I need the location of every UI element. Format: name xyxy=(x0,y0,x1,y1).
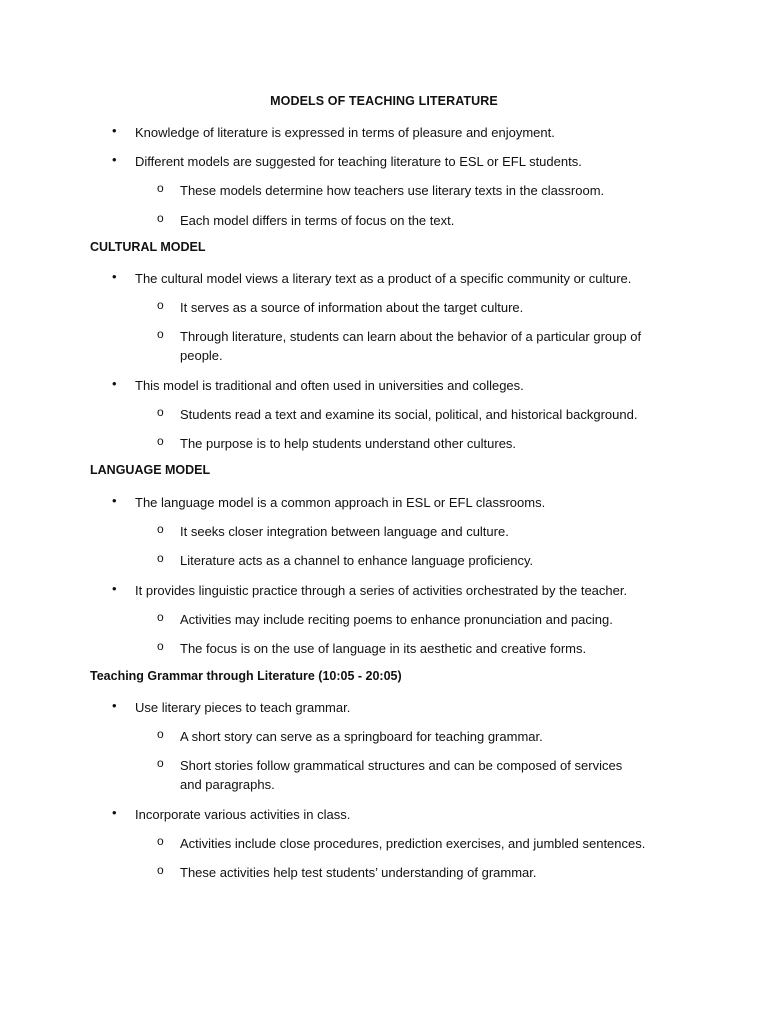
sub-list-item-text: It serves as a source of information about the target culture. xyxy=(180,300,524,315)
list-item-text: The cultural model views a literary text as a product of a specific community or culture. xyxy=(135,271,632,286)
sub-bullet-marker: o xyxy=(157,756,164,770)
bullet-marker: • xyxy=(112,123,117,138)
sub-list-item-text: Activities may include reciting poems to enhance pronunciation and pacing. xyxy=(180,612,613,627)
sub-list-item-text: The focus is on the use of language in its aesthetic and creative forms. xyxy=(180,641,587,656)
document-title: MODELS OF TEACHING LITERATURE xyxy=(270,94,498,108)
sub-bullet-marker: o xyxy=(157,834,164,848)
bullet-marker: • xyxy=(112,581,117,596)
sub-list-item-text: The purpose is to help students understand other cultures. xyxy=(180,436,517,451)
list-item-text: This model is traditional and often used in universities and colleges. xyxy=(135,378,524,393)
sub-bullet-marker: o xyxy=(157,327,164,341)
sub-list-item-text: These models determine how teachers use literary texts in the classroom. xyxy=(180,183,605,198)
sub-list-item-text: A short story can serve as a springboard for teaching grammar. xyxy=(180,729,543,744)
bullet-marker: • xyxy=(112,152,117,167)
sub-bullet-marker: o xyxy=(157,211,164,225)
sub-bullet-marker: o xyxy=(157,727,164,741)
sub-list-item-text: It seeks closer integration between language and culture. xyxy=(180,524,509,539)
sub-bullet-marker: o xyxy=(157,434,164,448)
bullet-marker: • xyxy=(112,493,117,508)
sub-bullet-marker: o xyxy=(157,181,164,195)
section-heading-grammar: Teaching Grammar through Literature (10:05 - 20:05) xyxy=(90,669,402,683)
sub-bullet-marker: o xyxy=(157,522,164,536)
sub-list-item-text: Students read a text and examine its social, political, and historical background. xyxy=(180,407,638,422)
list-item-text: Incorporate various activities in class. xyxy=(135,807,351,822)
bullet-marker: • xyxy=(112,269,117,284)
section-heading-language: LANGUAGE MODEL xyxy=(90,463,211,477)
bullet-marker: • xyxy=(112,805,117,820)
list-item-text: Use literary pieces to teach grammar. xyxy=(135,700,351,715)
sub-bullet-marker: o xyxy=(157,551,164,565)
list-item-text: Different models are suggested for teaching literature to ESL or EFL students. xyxy=(135,154,582,169)
sub-list-item-text: Each model differs in terms of focus on the text. xyxy=(180,213,455,228)
list-item-text: Knowledge of literature is expressed in terms of pleasure and enjoyment. xyxy=(135,125,555,140)
sub-list-item-text: Through literature, students can learn about the behavior of a particular group of people. xyxy=(180,329,642,363)
sub-bullet-marker: o xyxy=(157,298,164,312)
sub-list-item-text: Activities include close procedures, prediction exercises, and jumbled sentences. xyxy=(180,836,646,851)
sub-bullet-marker: o xyxy=(157,610,164,624)
bullet-marker: • xyxy=(112,376,117,391)
sub-list-item-text: Short stories follow grammatical structures and can be composed of services and paragraphs. xyxy=(180,758,623,792)
sub-bullet-marker: o xyxy=(157,863,164,877)
list-item-text: The language model is a common approach in ESL or EFL classrooms. xyxy=(135,495,546,510)
list-item-text: It provides linguistic practice through a series of activities orchestrated by the teacher. xyxy=(135,583,628,598)
bullet-marker: • xyxy=(112,698,117,713)
sub-bullet-marker: o xyxy=(157,405,164,419)
sub-list-item-text: Literature acts as a channel to enhance language proficiency. xyxy=(180,553,534,568)
sub-bullet-marker: o xyxy=(157,639,164,653)
section-heading-cultural: CULTURAL MODEL xyxy=(90,240,206,254)
sub-list-item-text: These activities help test students’ understanding of grammar. xyxy=(180,865,537,880)
